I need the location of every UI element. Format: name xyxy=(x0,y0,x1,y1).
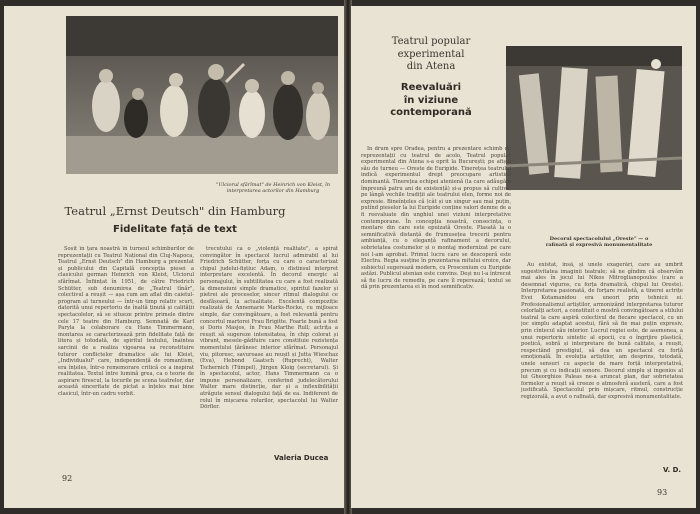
stage-decor-image xyxy=(506,46,682,190)
left-page-title: Teatrul „Ernst Deutsch" din Hamburg xyxy=(64,204,286,218)
right-text-column-2 xyxy=(521,262,683,472)
right-title-line-2: experimental xyxy=(397,48,465,60)
right-title-line-3: din Atena xyxy=(406,61,456,72)
right-column-1-text: În drum spre Oradea, pentru a prezentare schimb de reprezentații cu teatrul de acolo, Teatrul popular experimental din Atena s-a oprit la București; pe afișul său de turneu — Oreste de Euripide. Tinerețea teatrului indică experimentul drept preocupare artistică dominantă. Tinerețea echipei atenienă (la care adăugăm împreună patru ani de existență) și-a propus să cultive, pe lângă vechile tradiții ale teatrului elen, forme noi de expresie. Bineînțeles că (cât și un singur sau mai puțin, putînd pieselor la lui Euripide conține valori demne de a fi reevaluate din unghiul unei viziuni interpretative contemporane. În concepția noastră, consecința, o montare din care este epuizată Oreste. Plasată la o semnificativă distanță de frumusețea trecerii pentru ambianță, cu o eleganță rafinament a decorului, sobrietatea costumelor și o montaj modernizat pe care noi l-am aprobat. Primul lucru care se descoperă este Electra. Regia susține în prezentarea mitului eroice, dar subiectul sugerează modern, cu Proscenium cu Euripide astăzi. Publicul atenian este convins. Deși nu l-a întrecut să fie lucru de remediu, pe care îl reperează; textul se dă prin prezentarea ei în mod semnificativ. xyxy=(361,146,511,291)
right-subtitle-line-1: Reevaluări xyxy=(400,82,462,93)
left-column-1-text: Sosit în țara noastră în turneul schimburilor de reprezentații cu Teatrul Național din Cluj-Napoca, Teatrul „Ernst Deutsch" din Hamburg a prezentat și publicului din Capitală concepția piesei a clasicului german Heinrich von Kleist, Ulciorul sfărîmat. Înființat în 1951, de către Friedrich Schütter, sub denumirea de „Teatrul tînăr", colectivul a reușit — așa cum am aflat din caietul-program al turneului — într-un timp relativ scurt, datorită unui repertoriu de înaltă ținută și calității spectacolelor, să se situeze printre primele dintre cele 17 teatre din Hamburg. Semnată de Karl Paryla la colaborare cu Hans Timmermann, montarea se caracterizează prin fidelitate față de litera și totodată, de spiritul textului, înaintea sarcinii de a realiza vigoarea sa reconstituire tuturor conflictelor dramatice ale lui Kleist, „Individualul" care, independență de romantism, era înțeles, într-o rememorare critică ce a inspirat realitatea. Textul între lumină grea, ca o teorie de aspirare firescul, la tocurile pe scena teatrelor, dar această sinceritate de pictat a înțeles mai bine clasicul, într-un cadru vorbit. xyxy=(58,246,194,398)
left-photo-caption: "Ulciorul sfărîmat" de Heinrich von Kleist, în interpretarea actorilor din Hamburg xyxy=(216,182,330,194)
right-subtitle-line-2: în viziune xyxy=(403,94,459,106)
right-photo-caption xyxy=(519,236,679,248)
right-signature: V. D. xyxy=(663,466,682,474)
left-page-subtitle: Fidelitate față de text xyxy=(113,224,237,235)
left-column-2-text: trecutului ca o „violență realitate", a spirat convingător în spectacol lucrul admirabil al lui Friedrich Schütter, forța cu care o caracterizat chipul judelui-fiștiuc Adam, o distinsul interpret interpretare excelentă. În decorul energic al personajului, în subtilitatea cu care a fost realizată la dimensiuni simple dramatice, spiritul fazelor și pietrei ale proceselor, sincer ritmul dialogului ce desfășoară, la actualitate. Excelentă compoziție realizată de Annemarie Marks-Rocke, cu mijloace simple, dar convingătoare, a fost relevantă pentru concertul martorei Frau Brigitte. Foarte bună a fost și Doris Masjos, în Frau Marthe Rull; actrița a reușit să sugereze intensitatea, în chip colorat și vibrant, mesele-gădfuire care constituie rezistența momentului țărănesc interior sfărîmat. Personajul viu, pitoresc, savuroase au reușit și Jutta Wieschaz (Eva), Hebond Gaatsch (Ruprecht), Walter Tschernich (Tümpel), Jürgen Kloig (secretarul). Și în spectacolul, actor, Hans Timmermann ca o impune personalizare, conferind judelecătorului Walter mare distincție, dar și a inflexibilității atrăgute sensul dialogului față de ea. Indiferent de rolul în mișcarea rolurilor, spectacolul lui Walter Dörfler. xyxy=(200,246,338,411)
right-page xyxy=(351,6,696,508)
left-page xyxy=(4,6,345,508)
left-page-number: 92 xyxy=(62,474,73,483)
right-column-2-text: Au existat, însă, și unele exagerări, care au umbrit sugestivitatea imaginii teatrale; să ne gîndim că observăm mai ales în jocul lui Nikos Mitroglianopoulos (care a desemnat viguros, cu forța dramatică, chipul lui Oreste). Interpretarea pasionată, de forțare realistă, a tinerei actrițe Evei Kotamanidou era uneori prin tehnicii ei. Profesionalismul artiștilor, armonizând interpretarea tuturor celorlalți actori, a constituit o mostră convingătoare a stilului teatral la care aspiră colectivul de fiecare spectacol, cu un joc simplu adaptat acestui, fără să fie mai puțin expresiv, prin cîntecul său interior. Lucrul regiei este, de asemenea, a unui repertoriu sintetic al epocii, cu o îngrijire plastică, poetică, sobră și interpretare de bună calitate, a reușit, respectând prestigiul, să dea un spectacol cu forță emoțională. În evoluția artiștilor, am desprins, totodată, unele sensuri cu aspecte de mare forță interpretativă, precum și cu indicații sonore. Decorul simplu și ingenios al lui Gheorghios Paleas ne-a aruncat plan, dar sobrietatea formelor a reușit să creeze o atmosferă austeră, care a fost justificată. Spectacolul prin mișcare, ritmul, construcție regizorală, a avut o rafinată, dar expresivă monumentalitate. xyxy=(521,262,683,400)
left-text-column-1 xyxy=(58,246,194,474)
left-page-photo xyxy=(66,16,338,174)
right-caption-line-2: rafinată și expresivă monumentalitate xyxy=(545,242,653,248)
right-text-column-1 xyxy=(361,146,511,476)
right-page-title xyxy=(361,36,501,74)
right-page-number: 93 xyxy=(657,488,668,497)
left-text-column-2 xyxy=(200,246,338,452)
right-caption-line-1: Decorul spectacolului „Oreste" — o xyxy=(549,236,649,242)
right-subtitle-line-3: contemporană xyxy=(390,107,472,118)
right-page-subtitle xyxy=(361,82,501,120)
right-page-photo xyxy=(506,46,682,190)
stage-scene-image xyxy=(66,16,338,174)
left-signature: Valeria Ducea xyxy=(274,454,329,462)
right-title-line-1: Teatrul popular xyxy=(391,36,471,47)
